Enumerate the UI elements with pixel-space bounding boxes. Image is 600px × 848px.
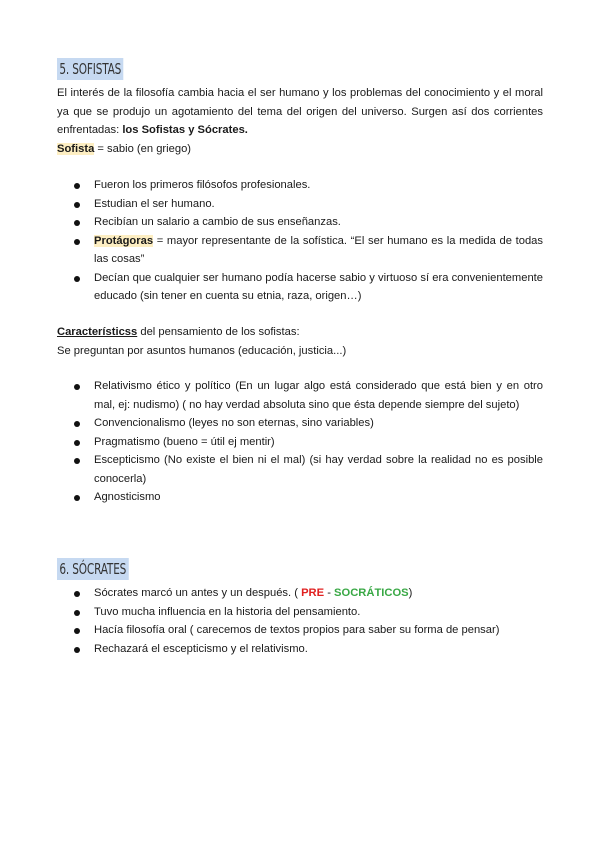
list-item: Decían que cualquier ser humano podía hacerse sabio y virtuoso sí era convenientemente educado (sin tener en cuenta su etnia, raza, origen…): [57, 269, 543, 306]
list-item: Rechazará el escepticismo y el relativismo.: [57, 640, 543, 659]
socrates-bullet-list: [57, 584, 543, 658]
list-item: Estudian el ser humano.: [57, 195, 543, 214]
bullet-icon: [74, 239, 80, 245]
bullet-icon: [74, 220, 80, 226]
pre-label: PRE: [301, 587, 325, 599]
list-item: Pragmatismo (bueno = útil ej mentir): [57, 433, 543, 452]
bullet-icon: [74, 610, 80, 616]
list-item: Protágoras = mayor representante de la sofística. “El ser humano es la medida de todas las cosas”: [57, 232, 543, 269]
bullet-icon: [74, 495, 80, 501]
list-item: Convencionalismo (leyes no son eternas, sino variables): [57, 414, 543, 433]
sofista-term: Sofista: [57, 142, 95, 155]
bullet-icon: [74, 628, 80, 634]
intro-text: El interés de la filosofía cambia hacia el ser humano y los problemas del conocimiento y el moral ya que se produjo un agotamiento del tema del origen del universo. Surgen así dos corrientes enfrentadas:: [57, 87, 543, 136]
list-item: Tuvo mucha influencia en la historia del pensamiento.: [57, 603, 543, 622]
list-item: Agnosticismo: [57, 488, 543, 507]
bullet-icon: [74, 421, 80, 427]
list-item: Recibían un salario a cambio de sus enseñanzas.: [57, 213, 543, 232]
sofista-definition: = sabio (en griego): [94, 142, 192, 155]
socraticos-label: SOCRÁTICOS: [334, 587, 409, 599]
list-item: Relativismo ético y político (En un lugar algo está considerado que está bien y en otro mal, ej: nudismo) ( no hay verdad absoluta sino que ésta depende siempre del sujeto): [57, 377, 543, 414]
list-item: Escepticismo (No existe el bien ni el mal) (si hay verdad sobre la realidad no es posible conocerla): [57, 451, 543, 488]
section-heading-socrates: 6. SÓCRATES: [57, 558, 129, 580]
caracteristicas-paragraph: Característicss del pensamiento de los sofistas: Se preguntan por asuntos humanos (educación, justicia...): [57, 326, 347, 357]
intro-bold-text: los Sofistas y Sócrates.: [122, 124, 248, 136]
caracteristicas-term: Característicss: [57, 326, 138, 338]
bullet-icon: [74, 647, 80, 653]
bullet-icon: [74, 276, 80, 282]
sofistas-bullet-list: [57, 176, 543, 306]
list-item: Hacía filosofía oral ( carecemos de textos propios para saber su forma de pensar): [57, 621, 543, 640]
list-item: Fueron los primeros filósofos profesionales.: [57, 176, 543, 195]
bullet-icon: [74, 591, 80, 597]
intro-paragraph: [57, 84, 543, 158]
section-heading-sofistas: 5. SOFISTAS: [57, 58, 124, 80]
bullet-icon: [74, 183, 80, 189]
list-item: Sócrates marcó un antes y un después. ( PRE - SOCRÁTICOS): [57, 584, 543, 603]
protagoras-term: Protágoras: [94, 234, 154, 247]
bullet-icon: [74, 384, 80, 390]
bullet-icon: [74, 202, 80, 208]
bullet-icon: [74, 440, 80, 446]
bullet-icon: [74, 458, 80, 464]
caracteristicas-bullet-list: [57, 377, 543, 507]
